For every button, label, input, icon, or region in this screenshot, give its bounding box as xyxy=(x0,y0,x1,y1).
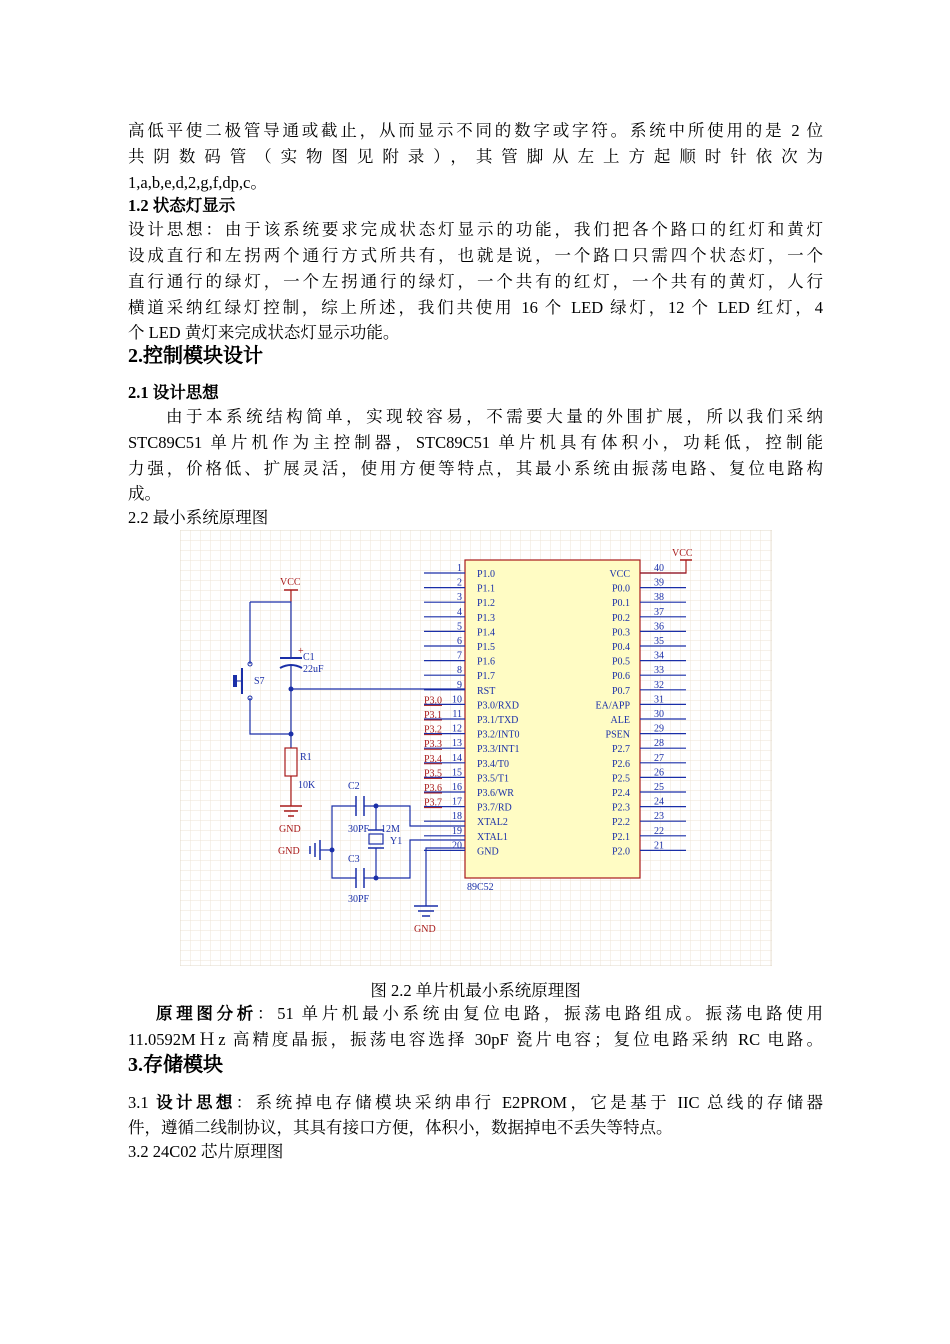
net-label: P3.2 xyxy=(424,724,443,736)
switch-s7-label: S7 xyxy=(254,676,265,687)
pin-name: P3.0/RXD xyxy=(477,700,519,712)
pin-number: 31 xyxy=(654,694,664,706)
pin-number: 23 xyxy=(654,811,664,823)
pin-number: 5 xyxy=(457,621,462,633)
pin-name: XTAL2 xyxy=(477,817,508,829)
pin-number: 26 xyxy=(654,767,664,779)
pin-number: 38 xyxy=(654,592,664,604)
pin-number: 39 xyxy=(654,577,664,589)
paragraph-line: 力强，价格低、扩展灵活，使用方便等特点，其最小系统由振荡电路、复位电路构 xyxy=(128,459,823,478)
pin-number: 30 xyxy=(654,709,664,720)
paragraph-line: 直行通行的绿灯，一个左拐通行的绿灯，一个共有的红灯，一个共有的黄灯，人行 xyxy=(128,272,823,291)
paragraph-line: 成。 xyxy=(128,484,161,503)
c3-value: 30PF xyxy=(348,894,370,905)
paragraph-line: 1,a,b,e,d,2,g,f,dp,c。 xyxy=(128,173,267,192)
pin-name: P2.6 xyxy=(611,758,630,770)
paragraph-line: 共阴数码管（实物图见附录），其管脚从左上方起顺时针依次为 xyxy=(128,147,823,166)
crystal-value: 12M xyxy=(381,824,400,835)
pin-name: P0.2 xyxy=(611,612,630,624)
pin-number: 32 xyxy=(654,679,664,691)
pin-name: EA/APP xyxy=(595,700,630,712)
pin-number: 13 xyxy=(452,738,462,750)
pin-name: RST xyxy=(477,685,496,697)
subheading-design-idea: 2.1 设计思想 xyxy=(128,383,219,402)
pin-number: 17 xyxy=(452,796,462,808)
pin-name: VCC xyxy=(609,569,630,580)
pin-number: 36 xyxy=(654,621,664,633)
pin-name: P2.0 xyxy=(611,846,630,858)
pin-number: 37 xyxy=(654,606,664,618)
pin-name: P2.4 xyxy=(611,788,630,799)
pin-name: P1.4 xyxy=(477,627,496,639)
subheading-chip-schematic: 3.2 24C02 芯片原理图 xyxy=(128,1142,284,1161)
pin-name: P0.6 xyxy=(611,671,630,683)
pin-number: 9 xyxy=(457,679,462,691)
pin-name: P1.2 xyxy=(477,598,496,610)
pin-number: 35 xyxy=(654,636,664,647)
pin-name: P0.0 xyxy=(611,583,630,595)
vcc-label-left: VCC xyxy=(280,577,301,588)
paragraph-line: STC89C51 单片机作为主控制器，STC89C51 单片机具有体积小，功耗低，控制能 xyxy=(128,433,823,452)
vcc-label-right: VCC xyxy=(672,548,693,559)
pin-name: PSEN xyxy=(605,729,630,741)
paragraph-line xyxy=(128,1092,823,1114)
pin-number: 29 xyxy=(654,723,664,735)
paragraph-line: 横道采纳红绿灯控制，综上所述，我们共使用 16 个 LED 绿灯，12 个 LED 红灯，4 xyxy=(128,298,823,317)
pin-number: 34 xyxy=(654,650,664,662)
paragraph-line: 由于本系统结构简单，实现较容易，不需要大量的外围扩展，所以我们采纳 xyxy=(166,407,823,426)
subheading-status-light: 1.2 状态灯显示 xyxy=(128,196,236,215)
pin-name: P3.6/WR xyxy=(477,788,514,799)
pin-name: P3.5/T1 xyxy=(477,773,509,785)
c1-name: C1 xyxy=(303,652,315,663)
gnd-label-left: GND xyxy=(279,824,301,835)
pin-name: P1.1 xyxy=(477,583,496,595)
c3-name: C3 xyxy=(348,854,360,865)
pin-number: 4 xyxy=(457,606,462,618)
subheading-schematic: 2.2 最小系统原理图 xyxy=(128,508,269,527)
pin-name: P3.2/INT0 xyxy=(477,729,520,741)
net-label: P3.4 xyxy=(424,753,443,765)
crystal-name: Y1 xyxy=(390,836,403,847)
paragraph-line: 个 LED 黄灯来完成状态灯显示功能。 xyxy=(128,323,400,342)
gnd-label-bottom: GND xyxy=(414,924,436,935)
pin-name: ALE xyxy=(610,715,630,726)
pin-name: P1.5 xyxy=(477,642,496,653)
paragraph-line: 件，遵循二线制协议，其具有接口方便，体积小，数据掉电不丢失等特点。 xyxy=(128,1118,673,1137)
pin-number: 2 xyxy=(457,577,462,589)
pin-name: P1.0 xyxy=(477,569,496,580)
pin-name: P2.2 xyxy=(611,817,630,829)
design-text: ：系统掉电存储模块采纳串行 E2PROM，它是基于 IIC 总线的存储器 xyxy=(235,1093,824,1112)
pin-number: 12 xyxy=(452,723,462,735)
pin-number: 1 xyxy=(457,563,462,574)
mcu-minimum-system-schematic xyxy=(180,530,772,966)
pin-name: P0.7 xyxy=(611,685,630,697)
pin-name: P2.5 xyxy=(611,773,630,785)
pin-name: P3.4/T0 xyxy=(477,758,509,770)
net-label: P3.5 xyxy=(424,768,443,780)
pin-number: 20 xyxy=(452,840,462,852)
svg-text:+: + xyxy=(298,646,304,657)
analysis-label: 原理图分析 xyxy=(156,1004,257,1023)
pin-number: 40 xyxy=(654,563,664,574)
pin-number: 24 xyxy=(654,796,664,808)
pin-name: P1.3 xyxy=(477,612,496,624)
c2-value: 30PF xyxy=(348,824,370,835)
pin-name: P0.1 xyxy=(611,598,630,610)
section-number: 3.1 xyxy=(128,1093,157,1112)
pin-name: P2.3 xyxy=(611,802,630,814)
paragraph-line: 设成直行和左拐两个通行方式所共有，也就是说，一个路口只需四个状态灯，一个 xyxy=(128,246,823,265)
paragraph-line xyxy=(156,1003,823,1025)
gnd-label-side: GND xyxy=(278,846,300,857)
c1-value: 22uF xyxy=(303,664,324,675)
pin-number: 11 xyxy=(452,709,462,720)
pin-name: XTAL1 xyxy=(477,831,508,843)
paragraph-line: 设计思想：由于该系统要求完成状态灯显示的功能，我们把各个路口的红灯和黄灯 xyxy=(128,220,823,239)
net-label: P3.3 xyxy=(424,739,443,751)
analysis-text: ：51 单片机最小系统由复位电路，振荡电路组成。振荡电路使用 xyxy=(257,1004,824,1023)
net-label: P3.1 xyxy=(424,710,443,721)
pin-number: 3 xyxy=(457,592,462,604)
pin-name: P0.3 xyxy=(611,627,630,639)
pin-name: P1.6 xyxy=(477,656,496,668)
pin-number: 19 xyxy=(452,825,462,837)
pin-number: 14 xyxy=(452,752,462,764)
pin-number: 27 xyxy=(654,752,664,764)
r1-name: R1 xyxy=(300,752,312,763)
pin-name: GND xyxy=(477,846,499,858)
pin-number: 33 xyxy=(654,665,664,677)
net-label: P3.6 xyxy=(424,783,443,794)
design-label: 设计思想 xyxy=(156,1093,236,1112)
paragraph-line: 11.0592MＨz 高精度晶振，振荡电容选择 30pF 瓷片电容；复位电路采纳 RC 电路。 xyxy=(128,1030,823,1049)
pin-number: 28 xyxy=(654,738,664,750)
pin-name: P1.7 xyxy=(477,671,496,683)
net-label: P3.7 xyxy=(424,797,443,809)
pin-number: 7 xyxy=(457,650,462,662)
pin-number: 16 xyxy=(452,782,462,793)
figure-caption: 图 2.2 单片机最小系统原理图 xyxy=(370,981,581,1000)
pin-name: P0.4 xyxy=(611,642,630,653)
pin-name: P3.7/RD xyxy=(477,802,512,814)
pin-number: 25 xyxy=(654,782,664,793)
pin-number: 22 xyxy=(654,825,664,837)
paragraph-line: 高低平使二极管导通或截止，从而显示不同的数字或字符。系统中所使用的是 2 位 xyxy=(128,121,823,140)
pin-name: P3.1/TXD xyxy=(477,715,519,726)
mcu-chip-name: 89C52 xyxy=(467,882,494,893)
pin-name: P0.5 xyxy=(611,656,630,668)
net-label: P3.0 xyxy=(424,695,443,707)
pin-number: 8 xyxy=(457,665,462,677)
pin-number: 18 xyxy=(452,811,462,823)
pin-number: 15 xyxy=(452,767,462,779)
pin-number: 10 xyxy=(452,694,462,706)
pin-name: P2.1 xyxy=(611,831,630,843)
heading-storage-module: 3.存储模块 xyxy=(128,1054,223,1076)
pin-number: 6 xyxy=(457,636,462,647)
r1-value: 10K xyxy=(298,780,316,791)
pin-number: 21 xyxy=(654,840,664,852)
pin-name: P2.7 xyxy=(611,744,630,756)
heading-control-module: 2.控制模块设计 xyxy=(128,345,263,367)
c2-name: C2 xyxy=(348,781,360,792)
pin-name: P3.3/INT1 xyxy=(477,744,520,756)
